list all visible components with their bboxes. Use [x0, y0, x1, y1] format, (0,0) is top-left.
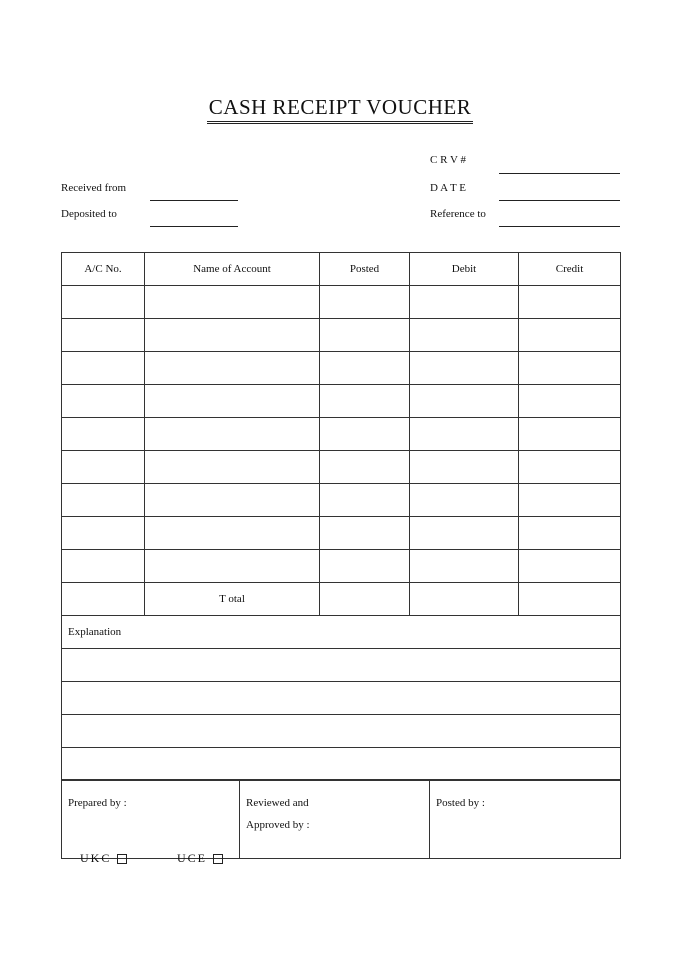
table-cell[interactable]	[320, 583, 410, 616]
reference-label: Reference to	[430, 208, 486, 220]
table-cell[interactable]	[410, 451, 519, 484]
date-label: D A T E	[430, 182, 466, 194]
reviewed-label: Reviewed and	[246, 797, 309, 809]
table-cell[interactable]	[145, 385, 320, 418]
table-cell[interactable]	[320, 484, 410, 517]
deposited-to-label: Deposited to	[61, 208, 117, 220]
explanation-line[interactable]	[62, 715, 621, 748]
explanation-label: Explanation	[62, 616, 621, 649]
explanation-line[interactable]	[62, 682, 621, 715]
table-cell[interactable]	[410, 319, 519, 352]
table-row	[62, 352, 621, 385]
table-cell[interactable]	[62, 484, 145, 517]
table-cell[interactable]	[519, 319, 621, 352]
table-row	[62, 550, 621, 583]
table-cell[interactable]	[519, 451, 621, 484]
column-header: Credit	[519, 253, 621, 286]
table-row	[62, 484, 621, 517]
table-cell[interactable]	[145, 517, 320, 550]
entry-rows	[62, 286, 621, 583]
table-row	[62, 451, 621, 484]
total-credit-cell[interactable]	[519, 583, 621, 616]
table-cell[interactable]	[62, 286, 145, 319]
explanation-line[interactable]	[62, 748, 621, 781]
table-cell[interactable]	[320, 352, 410, 385]
table-row	[62, 385, 621, 418]
uce-option[interactable]	[177, 851, 223, 866]
table-cell[interactable]	[519, 517, 621, 550]
table-cell[interactable]	[62, 352, 145, 385]
explanation-cell[interactable]	[62, 649, 621, 682]
table-row	[62, 286, 621, 319]
table-cell[interactable]	[145, 418, 320, 451]
ukc-label: UKC	[80, 851, 112, 865]
voucher-title	[0, 95, 680, 124]
table-row	[62, 418, 621, 451]
column-header: Posted	[320, 253, 410, 286]
table-header-row	[62, 253, 621, 286]
table-cell[interactable]	[62, 451, 145, 484]
total-debit-cell[interactable]	[410, 583, 519, 616]
approved-by-label: Approved by :	[246, 819, 310, 831]
prepared-by-cell[interactable]	[62, 780, 240, 859]
crv-label: C R V #	[430, 154, 466, 166]
table-cell[interactable]	[320, 517, 410, 550]
column-header: A/C No.	[62, 253, 145, 286]
reference-field[interactable]	[499, 226, 620, 227]
crv-field[interactable]	[499, 173, 620, 174]
table-cell[interactable]	[519, 286, 621, 319]
table-cell[interactable]	[410, 352, 519, 385]
account-table	[61, 252, 621, 781]
total-row	[62, 583, 621, 616]
table-cell[interactable]	[519, 352, 621, 385]
column-header: Name of Account	[145, 253, 320, 286]
table-cell[interactable]	[320, 286, 410, 319]
table-cell[interactable]	[519, 418, 621, 451]
table-cell[interactable]	[62, 385, 145, 418]
table-row	[62, 319, 621, 352]
date-field[interactable]	[499, 200, 620, 201]
table-cell[interactable]	[145, 319, 320, 352]
table-cell[interactable]	[410, 484, 519, 517]
table-cell[interactable]	[62, 319, 145, 352]
table-cell[interactable]	[519, 550, 621, 583]
table-cell[interactable]	[62, 550, 145, 583]
table-cell[interactable]	[145, 352, 320, 385]
posted-by-cell[interactable]	[430, 780, 621, 859]
ukc-checkbox[interactable]	[117, 854, 127, 864]
table-cell[interactable]	[320, 385, 410, 418]
voucher-title-text: CASH RECEIPT VOUCHER	[207, 95, 473, 124]
table-cell[interactable]	[410, 550, 519, 583]
explanation-cell[interactable]	[62, 715, 621, 748]
ukc-option[interactable]	[80, 851, 127, 866]
table-cell[interactable]	[145, 484, 320, 517]
explanation-cell[interactable]	[62, 748, 621, 781]
signature-table	[61, 779, 621, 859]
explanation-cell[interactable]	[62, 682, 621, 715]
table-cell[interactable]	[320, 550, 410, 583]
explanation-line[interactable]	[62, 649, 621, 682]
table-cell[interactable]	[62, 583, 145, 616]
table-cell[interactable]	[145, 550, 320, 583]
table-cell[interactable]	[410, 418, 519, 451]
table-cell[interactable]	[320, 418, 410, 451]
table-cell[interactable]	[410, 385, 519, 418]
uce-checkbox[interactable]	[213, 854, 223, 864]
received-from-field[interactable]	[150, 200, 238, 201]
table-cell[interactable]	[320, 319, 410, 352]
deposited-to-field[interactable]	[150, 226, 238, 227]
posted-by-label: Posted by :	[436, 797, 485, 809]
table-cell[interactable]	[410, 286, 519, 319]
total-label: T otal	[145, 583, 320, 616]
reviewed-approved-cell[interactable]	[240, 780, 430, 859]
received-from-label: Received from	[61, 182, 127, 194]
table-cell[interactable]	[410, 517, 519, 550]
table-cell[interactable]	[519, 385, 621, 418]
uce-label: UCE	[177, 851, 207, 865]
column-header: Debit	[410, 253, 519, 286]
table-cell[interactable]	[145, 286, 320, 319]
table-cell[interactable]	[62, 418, 145, 451]
prepared-by-label: Prepared by :	[68, 797, 127, 809]
table-cell[interactable]	[320, 451, 410, 484]
explanation-header-row	[62, 616, 621, 649]
table-row	[62, 517, 621, 550]
table-cell[interactable]	[519, 484, 621, 517]
table-cell[interactable]	[62, 517, 145, 550]
table-cell[interactable]	[145, 451, 320, 484]
